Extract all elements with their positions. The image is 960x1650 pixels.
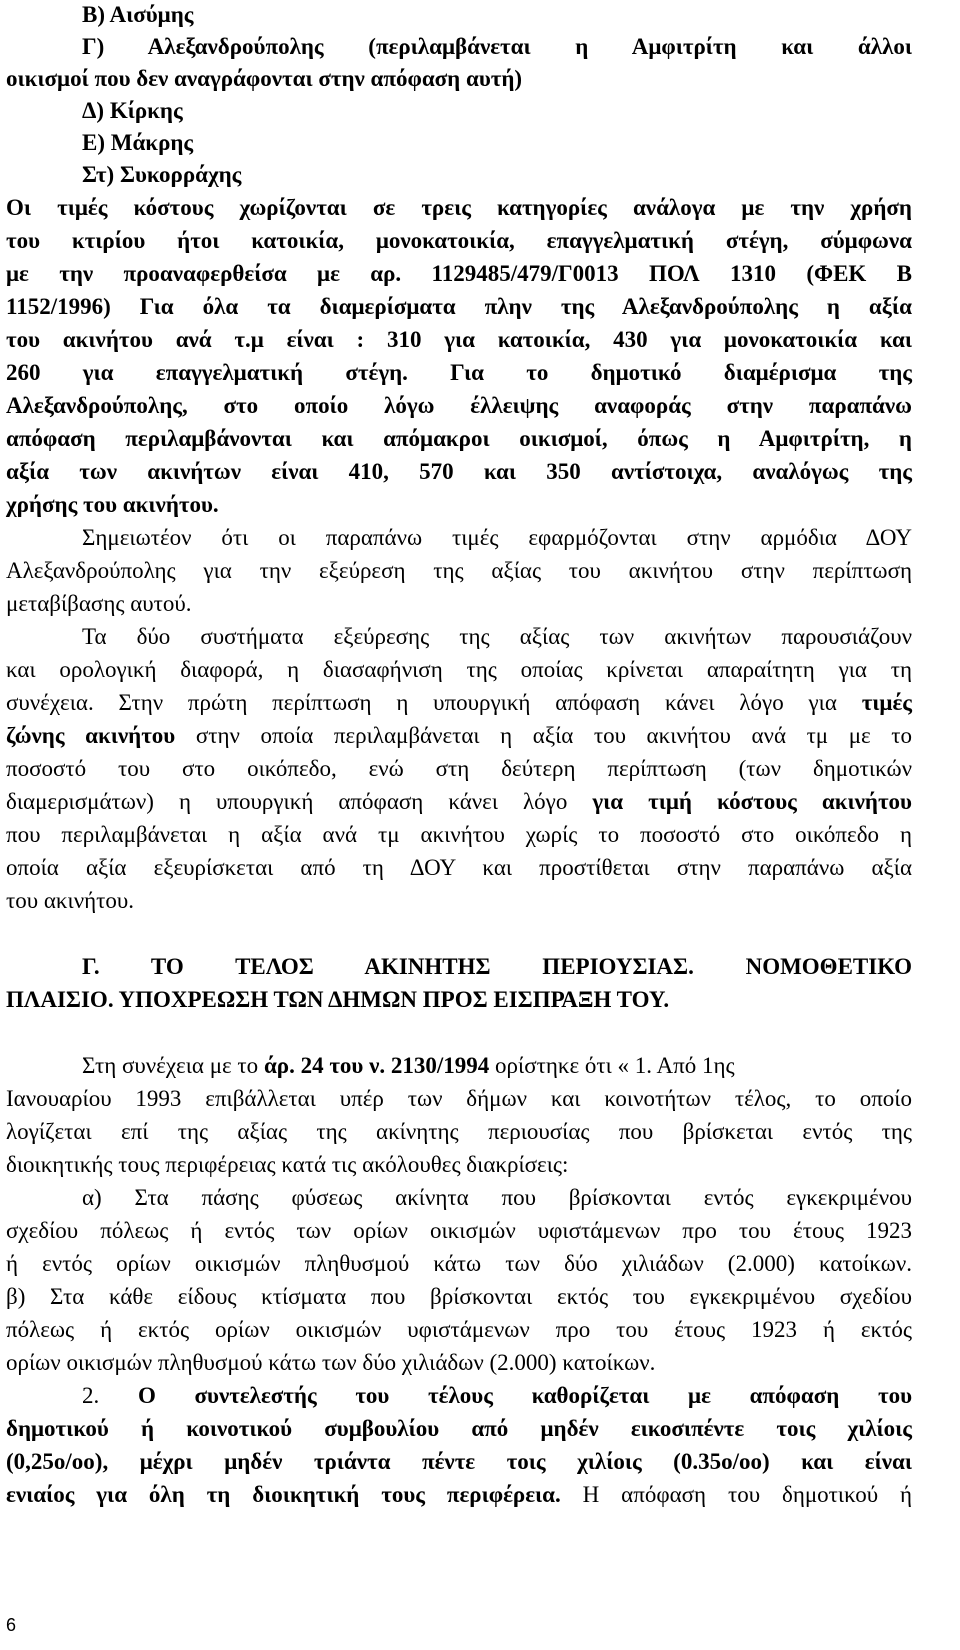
systems-paragraph-line (6, 688, 912, 720)
cost-paragraph-line: Οι τιμές κόστους χωρίζονται σε τρεις κατηγορίες ανάλογα με την χρήση (6, 195, 912, 220)
coefficient-emphasis: ενιαίος για όλη τη διοικητική τους περιφέρεια. (6, 1482, 561, 1507)
cost-paragraph-line: αξία των ακινήτων είναι 410, 570 και 350 αντίστοιχα, αναλόγως της (6, 459, 912, 484)
page-number: 6 (6, 1615, 17, 1635)
cost-paragraph-line: 1152/1996) Για όλα τα διαμερίσματα πλην της Αλεξανδρούπολης η αξία (6, 294, 912, 319)
section-heading-line2: ΠΛΑΙΣΙΟ. ΥΠΟΧΡΕΩΣΗ ΤΩΝ ΔΗΜΩΝ ΠΡΟΣ ΕΙΣΠΡΑΞΗ ΤΟΥ. (6, 987, 670, 1012)
list-item-e: Ε) Μάκρης (82, 130, 194, 155)
cost-paragraph-line: με την προαναφερθείσα με αρ. 1129485/479/Γ0013 ΠΟΛ 1310 (ΦΕΚ Β (6, 261, 912, 286)
law-clause-a-line: ή εντός ορίων οικισμών πληθυσμού κάτω των δύο χιλιάδων (2.000) κατοίκων. (6, 1251, 912, 1276)
systems-emphasis: ζώνης ακινήτου (6, 723, 176, 748)
coefficient-paragraph-line: δημοτικού ή κοινοτικού συμβουλίου από μηδέν εικοσιπέντε τοις χιλίοις (6, 1416, 912, 1441)
law-text: ορίστηκε ότι « 1. Από 1ης (495, 1053, 735, 1078)
law-paragraph-line (82, 1051, 912, 1083)
coefficient-text: Η απόφαση του δημοτικού ή (582, 1482, 913, 1507)
coefficient-number: 2. (82, 1383, 100, 1408)
law-paragraph-line: λογίζεται επί της αξίας της ακίνητης περιουσίας που βρίσκεται εντός της (6, 1119, 912, 1144)
systems-paragraph-line (6, 721, 912, 753)
law-clause-a-line: α) Στα πάσης φύσεως ακίνητα που βρίσκονται εντός εγκεκριμένου (82, 1185, 912, 1210)
note-paragraph-line: Αλεξανδρούπολης για την εξεύρεση της αξίας του ακινήτου στην περίπτωση (6, 558, 912, 583)
law-text: Στη συνέχεια με το (82, 1053, 259, 1078)
list-item-d: Δ) Κίρκης (82, 98, 183, 123)
law-clause-b-line: ορίων οικισμών πληθυσμού κάτω των δύο χιλιάδων (2.000) κατοίκων. (6, 1350, 656, 1375)
cost-paragraph-line: του ακινήτου ανά τ.μ είναι : 310 για κατοικία, 430 για μονοκατοικία και (6, 327, 912, 352)
list-item-st: Στ) Συκορράχης (82, 162, 242, 187)
systems-paragraph-line: του ακινήτου. (6, 888, 135, 913)
systems-text: στην οποία περιλαμβάνεται η αξία του ακινήτου ανά τμ με το (195, 723, 912, 748)
law-clause-b-line: β) Στα κάθε είδους κτίσματα που βρίσκονται εκτός του εγκεκριμένου σχεδίου (6, 1284, 912, 1309)
coefficient-paragraph-line: (0,25ο/οο), μέχρι μηδέν τριάντα πέντε τοις χιλίοις (0.35ο/οο) και είναι (6, 1449, 912, 1474)
cost-paragraph-line: Αλεξανδρούπολης, στο οποίο λόγω έλλειψης αναφοράς στην παραπάνω (6, 393, 912, 418)
systems-paragraph-line: ποσοστό του στο οικόπεδο, ενώ στη δεύτερη περίπτωση (των δημοτικών (6, 756, 912, 781)
systems-paragraph-line: οποία αξία εξευρίσκεται από τη ΔΟΥ και προστίθεται στην παραπάνω αξία (6, 855, 912, 880)
note-paragraph-line: μεταβίβασης αυτού. (6, 591, 192, 616)
systems-paragraph-line: Τα δύο συστήματα εξεύρεσης της αξίας των ακινήτων παρουσιάζουν (82, 624, 912, 649)
law-clause-b-line: πόλεως ή εκτός ορίων οικισμών υφιστάμενων προ του έτους 1923 ή εκτός (6, 1317, 912, 1342)
law-paragraph-line: διοικητικής τους περιφέρειας κατά τις ακόλουθες διακρίσεις: (6, 1152, 569, 1177)
cost-paragraph-line: του κτιρίου ήτοι κατοικία, μονοκατοικία, επαγγελματική στέγη, σύμφωνα (6, 228, 912, 253)
law-reference: άρ. 24 του ν. 2130/1994 (263, 1053, 490, 1078)
systems-emphasis: τιμές (861, 690, 912, 715)
list-item-g-line2: οικισμοί που δεν αναγράφονται στην απόφαση αυτή) (6, 66, 523, 91)
systems-text: συνέχεια. Στην πρώτη περίπτωση η υπουργική απόφαση κάνει λόγο για (6, 690, 837, 715)
note-paragraph-line: Σημειωτέον ότι οι παραπάνω τιμές εφαρμόζονται στην αρμόδια ΔΟΥ (82, 525, 912, 550)
coefficient-paragraph-line (82, 1381, 912, 1413)
systems-paragraph-line: που περιλαμβάνεται η αξία ανά τμ ακινήτου χωρίς το ποσοστό στο οικόπεδο η (6, 822, 912, 847)
systems-paragraph-line: και ορολογική διαφορά, η διασαφήνιση της οποίας κρίνεται απαραίτητη για τη (6, 657, 912, 682)
section-heading-line1: Γ. ΤΟ ΤΕΛΟΣ ΑΚΙΝΗΤΗΣ ΠΕΡΙΟΥΣΙΑΣ. ΝΟΜΟΘΕΤΙΚΟ (82, 954, 912, 979)
cost-paragraph-line: χρήσης του ακινήτου. (6, 492, 219, 517)
coefficient-text: Ο συντελεστής του τέλους καθορίζεται με απόφαση του (137, 1383, 913, 1408)
list-item-b: Β) Αισύμης (82, 2, 194, 27)
systems-emphasis: για τιμή κόστους ακινήτου (592, 789, 912, 814)
coefficient-paragraph-line (6, 1480, 912, 1512)
law-paragraph-line: Ιανουαρίου 1993 επιβάλλεται υπέρ των δήμων και κοινοτήτων τέλος, το οποίο (6, 1086, 912, 1111)
systems-text: διαμερισμάτων) η υπουργική απόφαση κάνει λόγο (6, 789, 568, 814)
list-item-g-line1: Γ) Αλεξανδρούπολης (περιλαμβάνεται η Αμφιτρίτη και άλλοι (82, 34, 912, 59)
law-clause-a-line: σχεδίου πόλεως ή εντός των ορίων οικισμών υφιστάμενων προ του έτους 1923 (6, 1218, 912, 1243)
cost-paragraph-line: απόφαση περιλαμβάνονται και απόμακροι οικισμοί, όπως η Αμφιτρίτη, η (6, 426, 912, 451)
systems-paragraph-line (6, 787, 912, 819)
cost-paragraph-line: 260 για επαγγελματική στέγη. Για το δημοτικό διαμέρισμα της (6, 360, 912, 385)
